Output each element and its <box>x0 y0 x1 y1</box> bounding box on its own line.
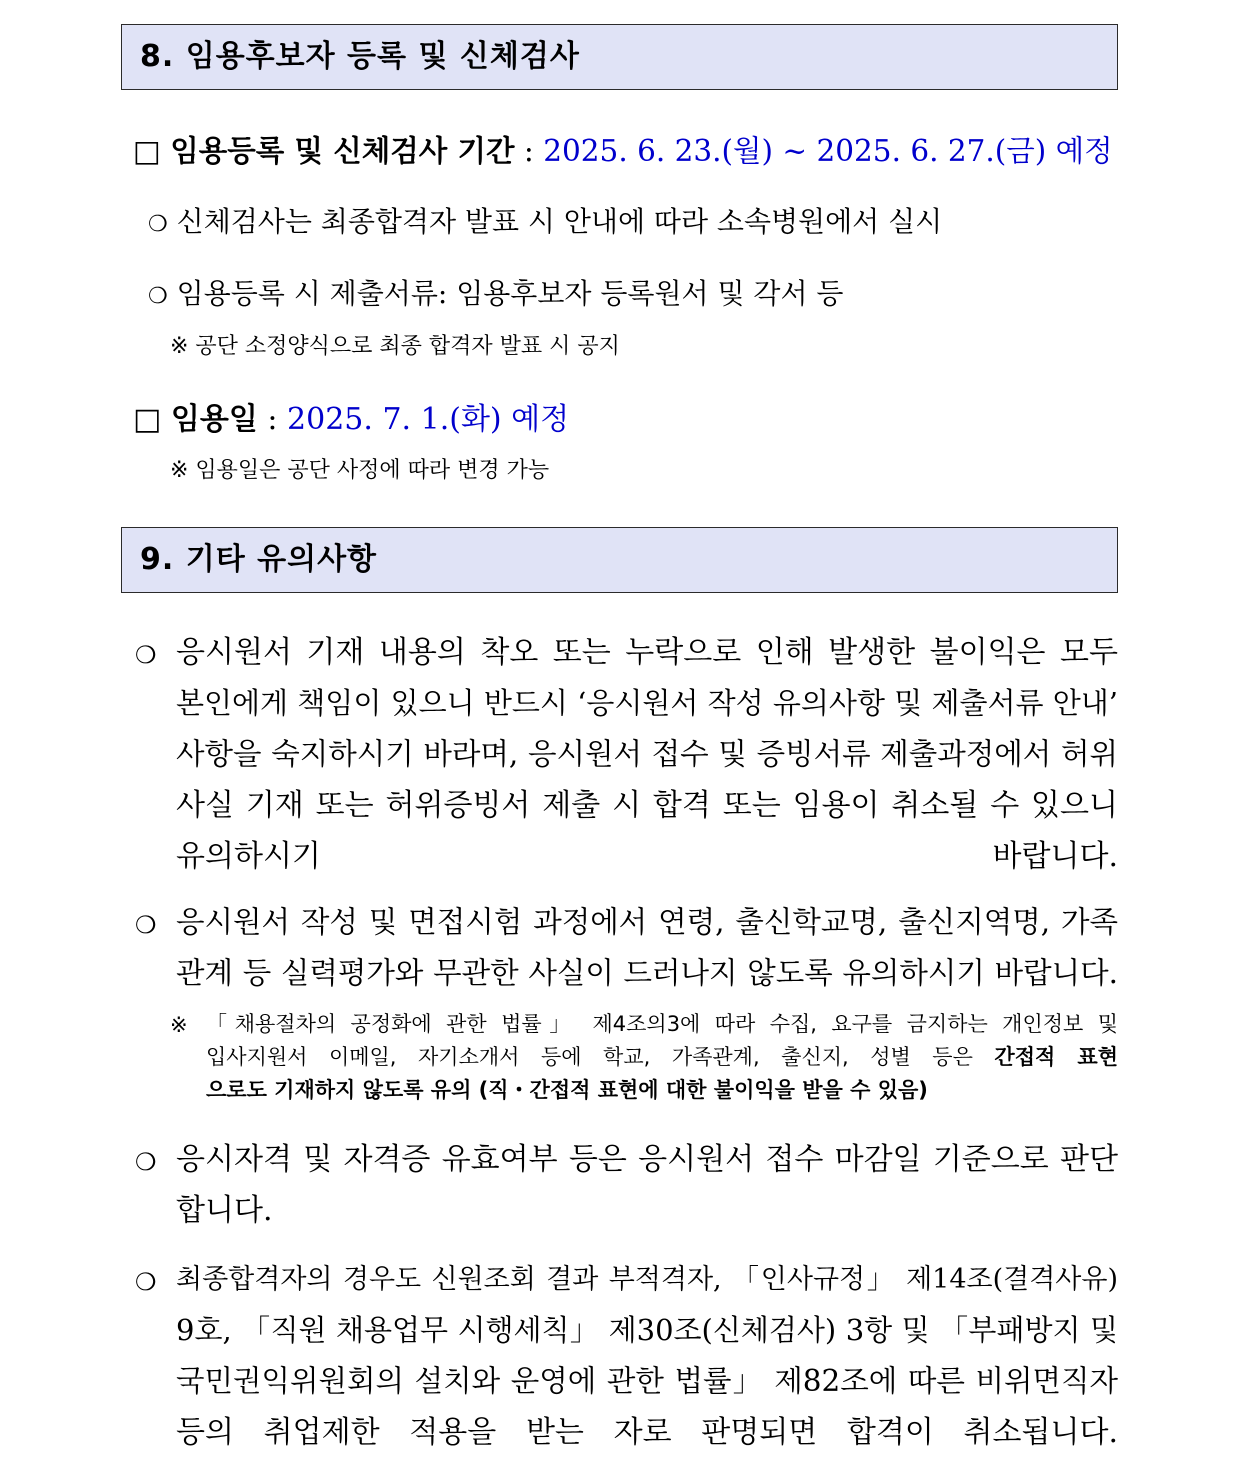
circle-bullet-icon: ❍ <box>135 641 157 669</box>
circle-bullet-icon: ❍ <box>148 284 168 309</box>
circle-bullet-icon: ❍ <box>135 1268 157 1296</box>
note-emphasis: 간접적 표현 <box>994 1045 1118 1069</box>
paragraph-line: 본인에게 책임이 있으니 반드시 ‘응시원서 작성 유의사항 및 제출서류 안내’ <box>176 686 1118 720</box>
physical-exam-text: 신체검사는 최종합격자 발표 시 안내에 따라 소속병원에서 실시 <box>176 205 943 238</box>
paragraph-line: 관계 등 실력평가와 무관한 사실이 드러나지 않도록 유의하시기 바랍니다. <box>176 956 1118 990</box>
documents-text: 임용등록 시 제출서류: 임용후보자 등록원서 및 각서 등 <box>176 277 844 310</box>
paragraph-line: 사항을 숙지하시기 바라며, 응시원서 접수 및 증빙서류 제출과정에서 허위 <box>176 737 1118 771</box>
paragraph-line: 응시원서 기재 내용의 착오 또는 누락으로 인해 발생한 불이익은 모두 <box>176 635 1118 670</box>
paragraph-line: 사실 기재 또는 허위증빙서 제출 시 합격 또는 임용이 취소될 수 있으니 <box>176 788 1118 823</box>
physical-exam-note-row <box>148 200 942 240</box>
checkbox-square-icon: □ <box>133 402 162 437</box>
paragraph-line: 등의 취업제한 적용을 받는 자로 판명되면 합격이 취소됩니다. <box>176 1415 1118 1450</box>
caution-paragraph-2 <box>176 897 1118 999</box>
section-9-header: 9. 기타 유의사항 <box>121 527 1118 593</box>
registration-period-row <box>133 128 1113 170</box>
circle-bullet-icon: ❍ <box>135 911 157 939</box>
registration-period-value: 2025. 6. 23.(월) ~ 2025. 6. 27.(금) 예정 <box>543 134 1113 168</box>
registration-period-separator: : <box>514 134 544 168</box>
appointment-date-label: 임용일 <box>170 402 258 437</box>
circle-bullet-icon: ❍ <box>135 1148 157 1176</box>
note-text: 입사지원서 이메일, 자기소개서 등에 학교, 가족관계, 출신지, 성별 등은 <box>206 1045 995 1069</box>
fair-hiring-law-note <box>206 1008 1118 1107</box>
note-line: 「채용절차의 공정화에 관한 법률」 제4조의3에 따라 수집, 요구를 금지하는 개인정보 및 <box>206 1012 1118 1036</box>
appointment-date-value: 2025. 7. 1.(화) 예정 <box>287 402 570 437</box>
caution-paragraph-3 <box>176 1134 1118 1236</box>
paragraph-line: 9호, 「직원 채용업무 시행세칙」 제30조(신체검사) 3항 및 「부패방지 및 <box>176 1313 1118 1347</box>
paragraph-line: 응시자격 및 자격증 유효여부 등은 응시원서 접수 마감일 기준으로 판단 <box>176 1142 1118 1177</box>
reference-mark: ※ <box>170 1013 188 1037</box>
note-line <box>206 1041 1118 1074</box>
registration-period-label: 임용등록 및 신체검사 기간 <box>170 133 515 168</box>
form-notice: ※ 공단 소정양식으로 최종 합격자 발표 시 공지 <box>170 334 620 359</box>
caution-paragraph-4 <box>176 1254 1118 1458</box>
paragraph-line: 합니다. <box>176 1193 273 1228</box>
appointment-date-row <box>133 394 569 438</box>
circle-bullet-icon: ❍ <box>148 212 168 237</box>
section-8-header: 8. 임용후보자 등록 및 신체검사 <box>121 24 1118 90</box>
paragraph-line: 응시원서 작성 및 면접시험 과정에서 연령, 출신학교명, 출신지역명, 가족 <box>176 905 1118 939</box>
documents-row <box>148 272 843 312</box>
appointment-date-notice: ※ 임용일은 공단 사정에 따라 변경 가능 <box>170 458 550 483</box>
paragraph-line: 유의하시기 바랍니다. <box>176 839 1118 874</box>
paragraph-line: 국민권익위원회의 설치와 운영에 관한 법률」 제82조에 따른 비위면직자 <box>176 1364 1118 1398</box>
caution-paragraph-1 <box>176 627 1118 882</box>
checkbox-square-icon: □ <box>133 134 161 168</box>
appointment-date-separator: : <box>257 402 288 437</box>
note-line-emphasis: 으로도 기재하지 않도록 유의 (직・간접적 표현에 대한 불이익을 받을 수 있음) <box>206 1078 928 1102</box>
paragraph-line: 최종합격자의 경우도 신원조회 결과 부적격자, 「인사규정」 제14조(결격사유) <box>176 1264 1118 1295</box>
